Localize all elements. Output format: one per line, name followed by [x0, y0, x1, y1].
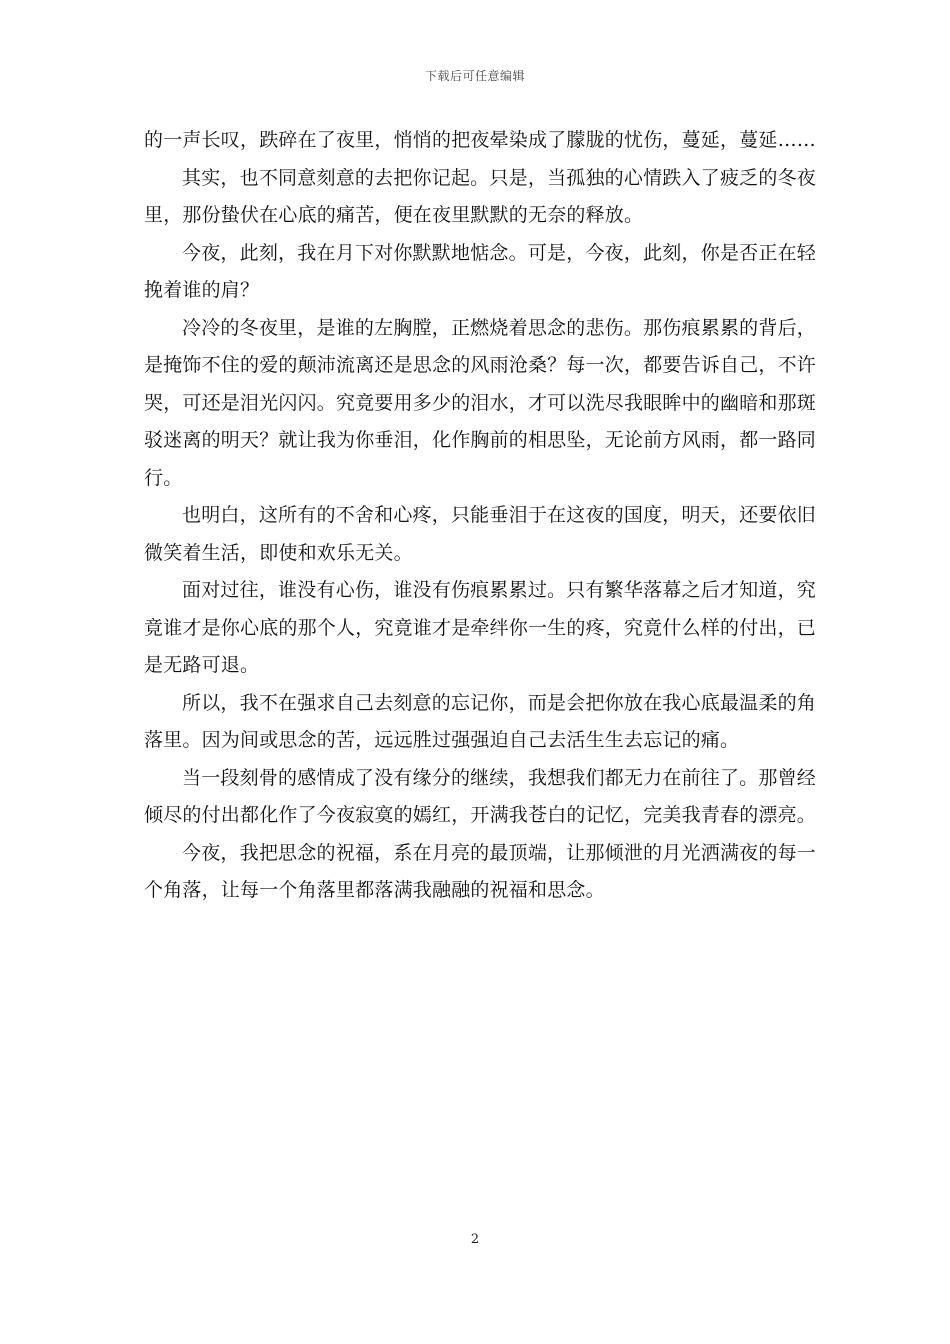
document-body	[144, 122, 816, 910]
paragraph: 其实，也不同意刻意的去把你记起。只是，当孤独的心情跌入了疲乏的冬夜里，那份蛰伏在心底的痛苦，便在夜里默默的无奈的释放。	[144, 166, 816, 226]
paragraph: 冷冷的冬夜里，是谁的左胸膛，正燃烧着思念的悲伤。那伤痕累累的背后，是掩饰不住的爱的颠沛流离还是思念的风雨沧桑？每一次，都要告诉自己，不许哭，可还是泪光闪闪。究竟要用多少的泪水，才可以洗尽我眼眸中的幽暗和那斑驳迷离的明天？就让我为你垂泪，化作胸前的相思坠，无论前方风雨，都一路同行。	[144, 316, 817, 489]
paragraph: 面对过往，谁没有心伤，谁没有伤痕累累过。只有繁华落幕之后才知道，究竟谁才是你心底的那个人，究竟谁才是牵绊你一生的疼，究竟什么样的付出，已是无路可退。	[144, 579, 817, 676]
paragraph: 今夜，此刻，我在月下对你默默地惦念。可是，今夜，此刻，你是否正在轻挽着谁的肩？	[144, 241, 816, 301]
paragraph: 也明白，这所有的不舍和心疼，只能垂泪于在这夜的国度，明天，还要依旧微笑着生活，即使和欢乐无关。	[144, 504, 816, 564]
paragraph-continued: 的一声长叹，跌碎在了夜里，悄悄的把夜晕染成了朦胧的忧伤，蔓延，蔓延……	[144, 129, 817, 151]
paragraph: 所以，我不在强求自己去刻意的忘记你，而是会把你放在我心底最温柔的角落里。因为间或思念的苦，远远胜过强强迫自己去活生生去忘记的痛。	[144, 691, 816, 751]
paragraph: 当一段刻骨的感情成了没有缘分的继续，我想我们都无力在前往了。那曾经倾尽的付出都化作了今夜寂寞的嫣红，开满我苍白的记忆，完美我青春的漂亮。	[144, 766, 817, 826]
paragraph: 今夜，我把思念的祝福，系在月亮的最顶端，让那倾泄的月光洒满夜的每一个角落，让每一个角落里都落满我融融的祝福和思念。	[144, 841, 816, 901]
page-number: 2	[470, 1232, 480, 1247]
page-header: 下载后可任意编辑	[424, 69, 525, 83]
